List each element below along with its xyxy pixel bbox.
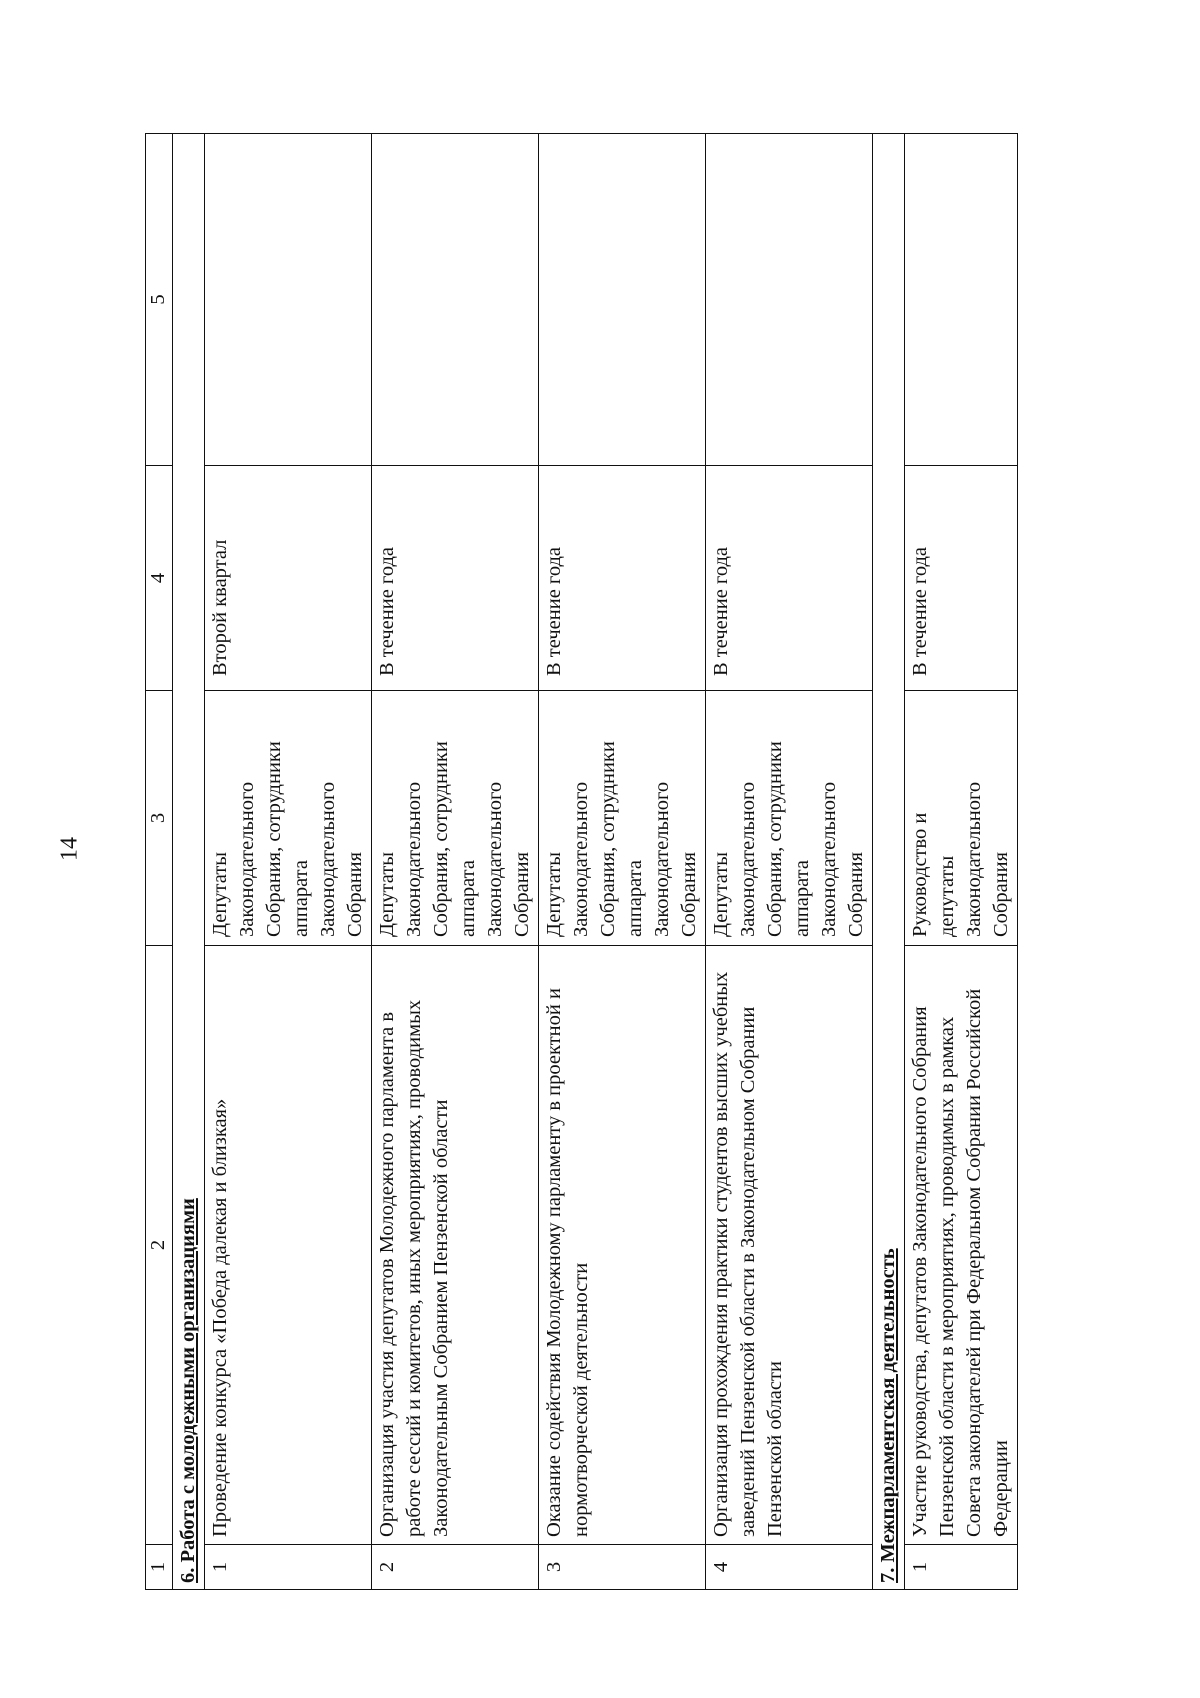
period-cell: Второй квартал [205,466,372,691]
note-cell [539,134,706,466]
period-cell: В течение года [905,466,1018,691]
page-number: 14 [56,837,83,861]
row-number: 2 [372,1545,539,1590]
column-number: 2 [146,946,173,1545]
note-cell [372,134,539,466]
responsible-cell: Депутаты Законодательного Собрания, сотрудники аппарата Законодательного Собрания [205,691,372,946]
note-cell [706,134,873,466]
note-cell [905,134,1018,466]
table-row [205,134,372,1590]
activity-cell: Организация прохождения практики студентов высших учебных заведений Пензенской области в Законодательном Собрании Пензенской области [706,946,873,1545]
section-title: 6. Работа с молодежными организациями [173,134,205,1590]
row-number: 3 [539,1545,706,1590]
responsible-cell: Депутаты Законодательного Собрания, сотрудники аппарата Законодательного Собрания [372,691,539,946]
column-number: 5 [146,134,173,466]
responsible-cell: Депутаты Законодательного Собрания, сотрудники аппарата Законодательного Собрания [539,691,706,946]
activity-cell: Оказание содействия Молодежному парламенту в проектной и нормотворческой деятельности [539,946,706,1545]
section-header-row [173,134,205,1590]
row-number: 1 [205,1545,372,1590]
period-cell: В течение года [539,466,706,691]
rotated-table-container [145,133,1012,1590]
row-number: 4 [706,1545,873,1590]
table-row [706,134,873,1590]
column-number: 3 [146,691,173,946]
row-number: 1 [905,1545,1018,1590]
column-number: 1 [146,1545,173,1590]
activity-cell: Проведение конкурса «Победа далекая и близкая» [205,946,372,1545]
table-row [372,134,539,1590]
responsible-cell: Депутаты Законодательного Собрания, сотрудники аппарата Законодательного Собрания [706,691,873,946]
activity-cell: Участие руководства, депутатов Законодательного Собрания Пензенской области в мероприятиях, проводимых в рамках Совета законодателей при Федеральном Собрании Российской Федерации [905,946,1018,1545]
table-row [905,134,1018,1590]
section-header-row [873,134,905,1590]
table-row [539,134,706,1590]
responsible-cell: Руководство и депутаты Законодательного Собрания [905,691,1018,946]
activity-cell: Организация участия депутатов Молодежного парламента в работе сессий и комитетов, иных мероприятиях, проводимых Законодательным Собранием Пензенской области [372,946,539,1545]
period-cell: В течение года [706,466,873,691]
section-title: 7. Межпарламентская деятельность [873,134,905,1590]
note-cell [205,134,372,466]
column-number-row [146,134,173,1590]
plan-table [145,133,1018,1590]
column-number: 4 [146,466,173,691]
period-cell: В течение года [372,466,539,691]
